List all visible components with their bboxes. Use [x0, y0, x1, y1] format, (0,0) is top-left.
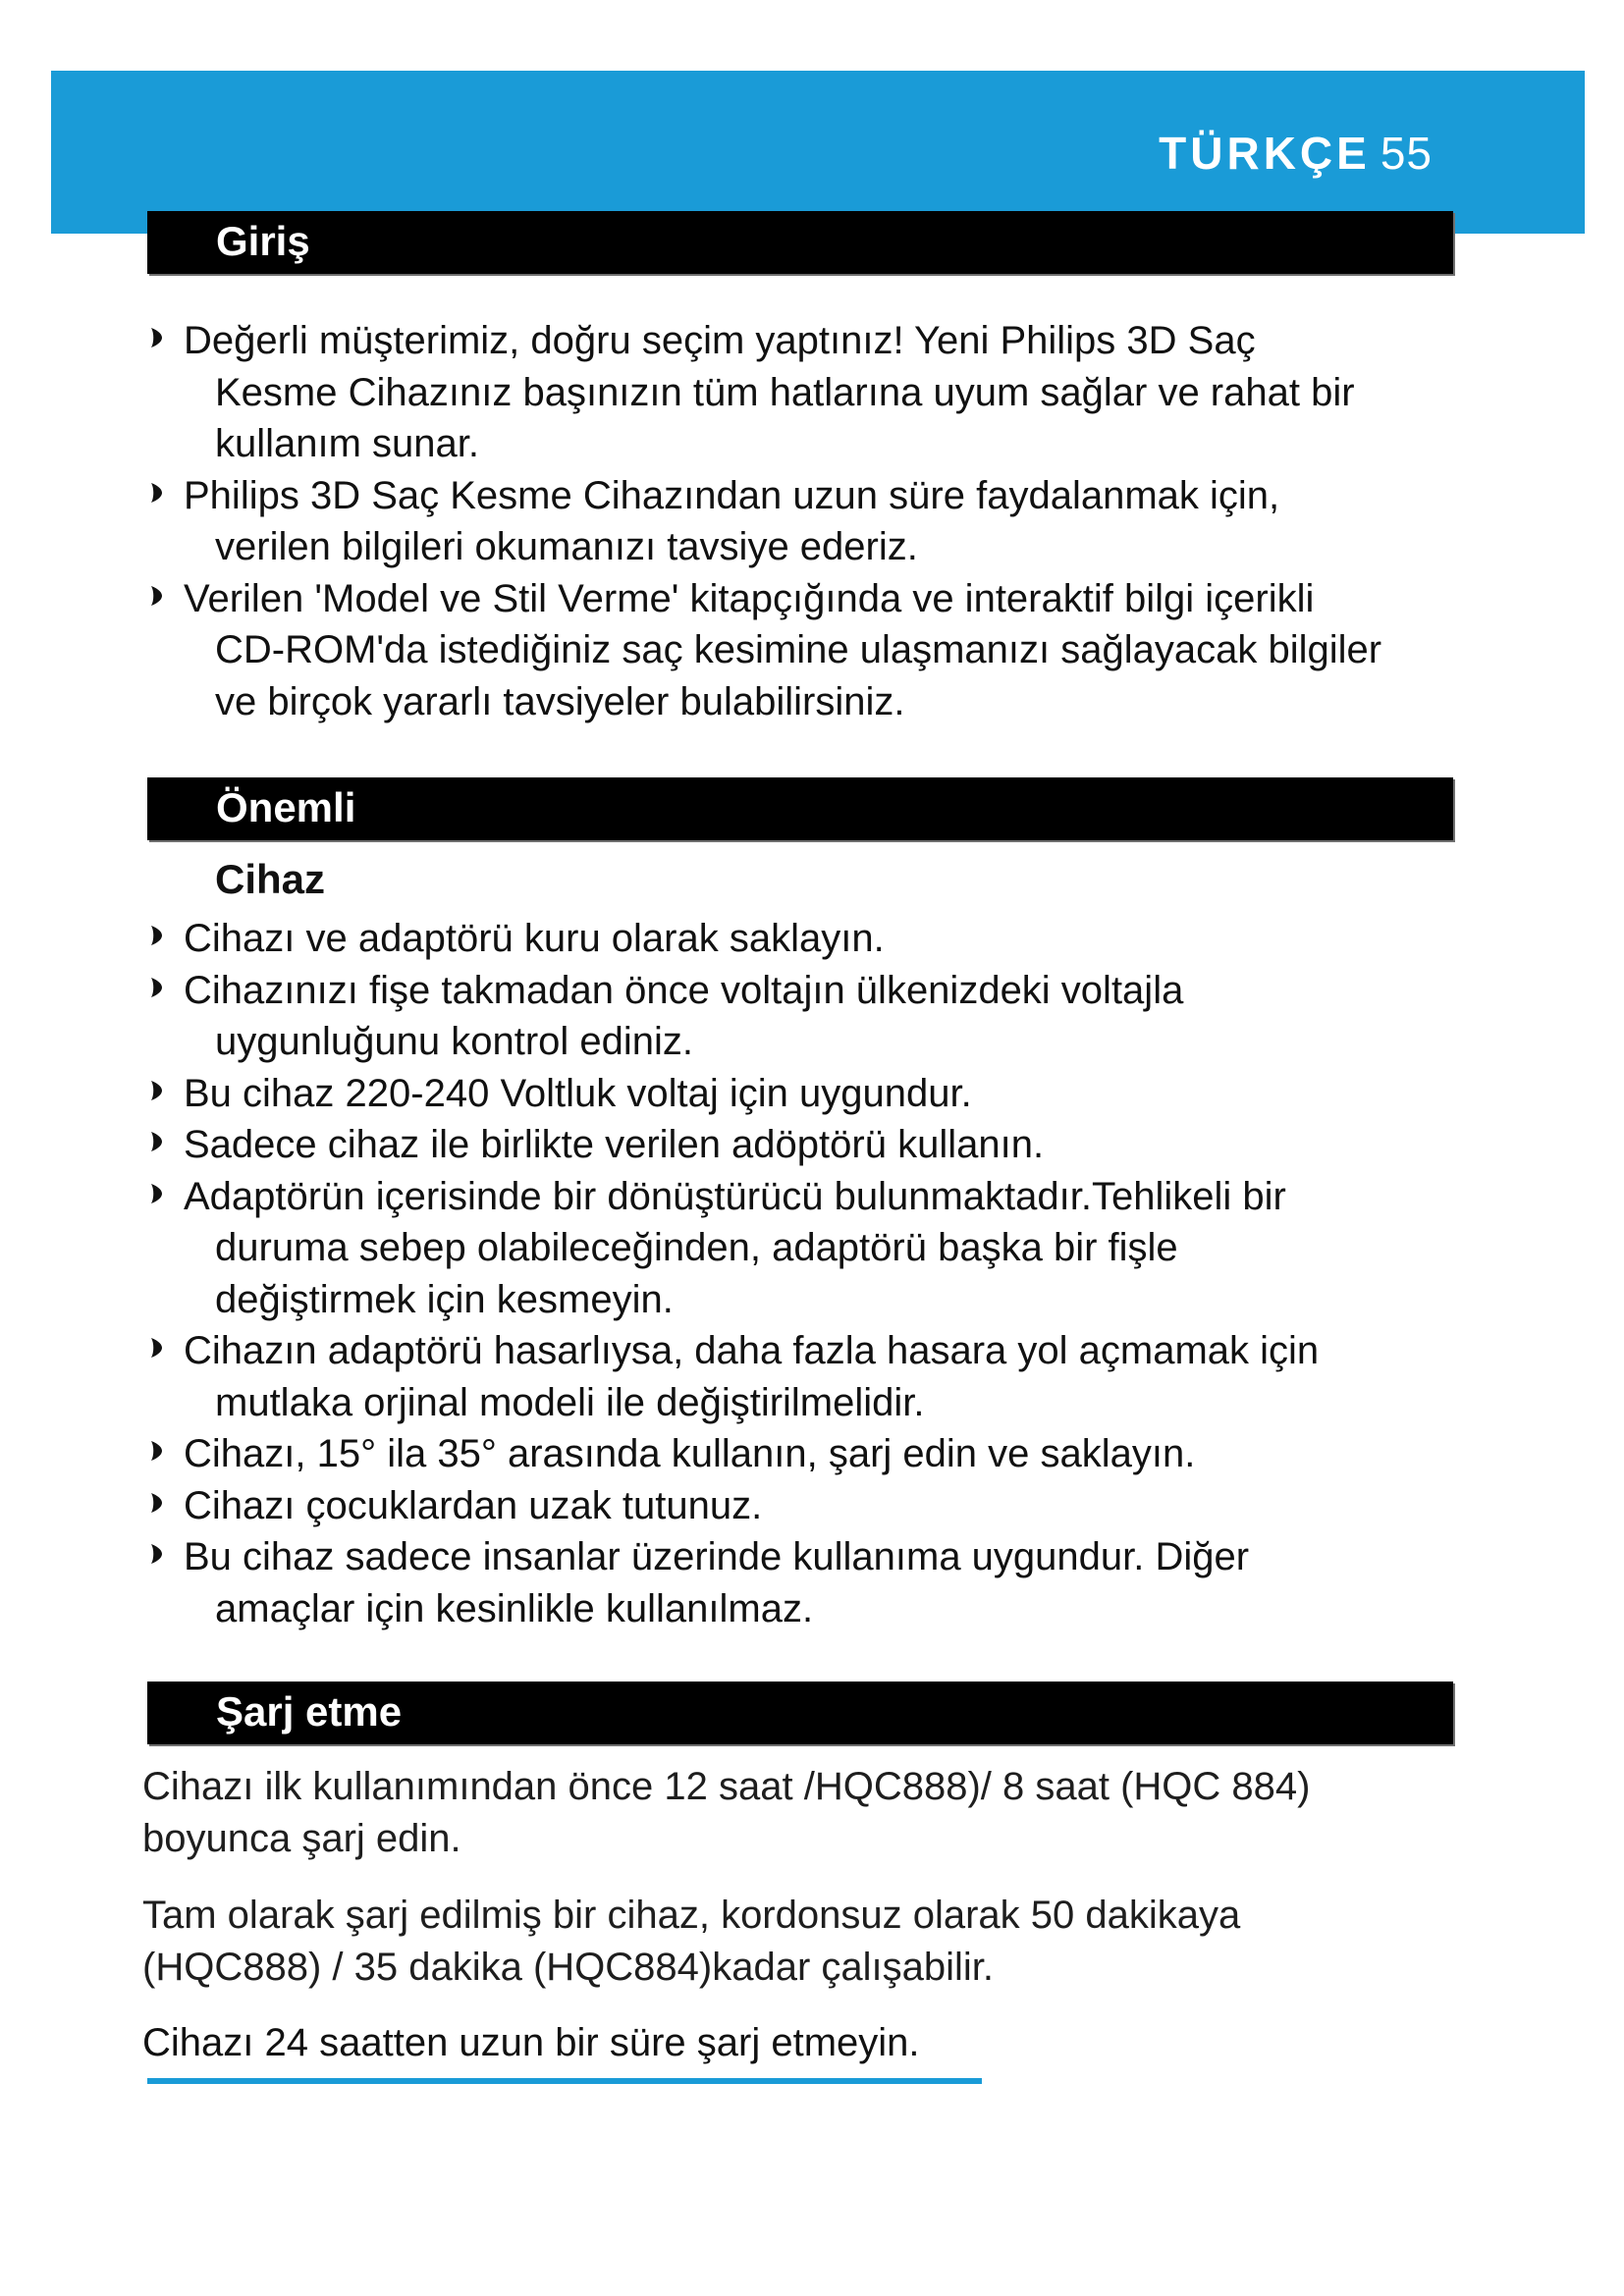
section-title-charging: Şarj etme	[216, 1688, 403, 1735]
list-item-line: kullanım sunar.	[215, 422, 480, 465]
list-item-line: Değerli müşterimiz, doğru seçim yaptınız! Yeni Philips 3D Saç	[184, 319, 1256, 362]
paragraph-line: (HQC888) / 35 dakika (HQC884)kadar çalışabilir.	[142, 1945, 995, 1989]
list-item-line: Philips 3D Saç Kesme Cihazından uzun süre faydalanmak için,	[184, 473, 1280, 517]
language-label: TÜRKÇE	[1159, 128, 1371, 179]
list-item	[147, 470, 1453, 573]
section-bar-important	[147, 777, 1453, 840]
list-item-line: amaçlar için kesinlikle kullanılmaz.	[215, 1586, 814, 1630]
list-item-line: mutlaka orjinal modeli ile değiştirilmelidir.	[215, 1380, 925, 1424]
list-item-line: Cihazı, 15° ila 35° arasında kullanın, şarj edin ve saklayın.	[184, 1432, 1196, 1475]
warning-underline	[147, 2078, 982, 2084]
bullet-arrow-icon	[150, 1543, 163, 1565]
list-item	[147, 573, 1453, 728]
bullet-arrow-icon	[150, 1080, 163, 1101]
bullet-arrow-icon	[150, 1131, 163, 1152]
section-title-intro: Giriş	[216, 218, 310, 264]
list-item-line: Adaptörün içerisinde bir dönüştürücü bulunmaktadır.Tehlikeli bir	[184, 1174, 1286, 1218]
list-item	[147, 913, 1453, 965]
list-item	[147, 1325, 1453, 1428]
paragraph-line: boyunca şarj edin.	[142, 1816, 461, 1860]
list-item-line: değiştirmek için kesmeyin.	[215, 1277, 674, 1321]
page-heading	[1159, 126, 1433, 181]
list-item-line: Cihazınızı fişe takmadan önce voltajın ülkenizdeki voltajla	[184, 968, 1184, 1012]
section-bar-intro	[147, 211, 1453, 274]
bullet-arrow-icon	[150, 1337, 163, 1359]
page-number: 55	[1380, 128, 1433, 179]
list-item-line: Kesme Cihazınız başınızın tüm hatlarına uyum sağlar ve rahat bir	[215, 370, 1355, 414]
list-item-line: Bu cihaz 220-240 Voltluk voltaj için uygundur.	[184, 1071, 972, 1115]
list-item-line: duruma sebep olabileceğinden, adaptörü başka bir fişle	[215, 1226, 1178, 1269]
subheading-device: Cihaz	[215, 856, 326, 902]
list-item-line: uygunluğunu kontrol ediniz.	[215, 1020, 694, 1063]
bullet-arrow-icon	[150, 327, 163, 348]
list-item-line: Cihazı çocuklardan uzak tutunuz.	[184, 1483, 763, 1527]
charging-paragraph-2	[142, 1890, 1240, 1993]
bullet-arrow-icon	[150, 482, 163, 504]
list-item	[147, 1531, 1453, 1634]
list-item	[147, 965, 1453, 1068]
charging-warning: Cihazı 24 saatten uzun bir süre şarj etmeyin.	[142, 2021, 920, 2064]
intro-bullet-list	[147, 315, 1453, 727]
list-item-line: verilen bilgileri okumanızı tavsiye ederiz.	[215, 525, 918, 568]
list-item	[147, 315, 1453, 470]
list-item	[147, 1480, 1453, 1532]
bullet-arrow-icon	[150, 1183, 163, 1204]
list-item-line: Sadece cihaz ile birlikte verilen adöptörü kullanın.	[184, 1123, 1045, 1166]
bullet-arrow-icon	[150, 585, 163, 607]
section-bar-charging	[147, 1682, 1453, 1744]
list-item	[147, 1068, 1453, 1120]
list-item-line: Cihazı ve adaptörü kuru olarak saklayın.	[184, 917, 885, 960]
list-item	[147, 1428, 1453, 1480]
list-item	[147, 1119, 1453, 1171]
section-title-important: Önemli	[216, 784, 356, 830]
bullet-arrow-icon	[150, 1440, 163, 1462]
charging-paragraph-1	[142, 1761, 1310, 1864]
bullet-arrow-icon	[150, 1492, 163, 1514]
paragraph-line: Tam olarak şarj edilmiş bir cihaz, kordonsuz olarak 50 dakikaya	[142, 1894, 1241, 1937]
bullet-arrow-icon	[150, 925, 163, 946]
list-item-line: CD-ROM'da istediğiniz saç kesimine ulaşmanızı sağlayacak bilgiler	[215, 628, 1382, 671]
list-item-line: Verilen 'Model ve Stil Verme' kitapçığında ve interaktif bilgi içerikli	[184, 576, 1315, 620]
paragraph-line: Cihazı ilk kullanımından önce 12 saat /HQC888)/ 8 saat (HQC 884)	[142, 1765, 1311, 1808]
list-item-line: Cihazın adaptörü hasarlıysa, daha fazla hasara yol açmamak için	[184, 1329, 1320, 1372]
list-item-line: ve birçok yararlı tavsiyeler bulabilirsiniz.	[215, 679, 905, 723]
list-item	[147, 1171, 1453, 1326]
bullet-arrow-icon	[150, 977, 163, 998]
important-bullet-list	[147, 913, 1453, 1634]
list-item-line: Bu cihaz sadece insanlar üzerinde kullanıma uygundur. Diğer	[184, 1535, 1250, 1578]
